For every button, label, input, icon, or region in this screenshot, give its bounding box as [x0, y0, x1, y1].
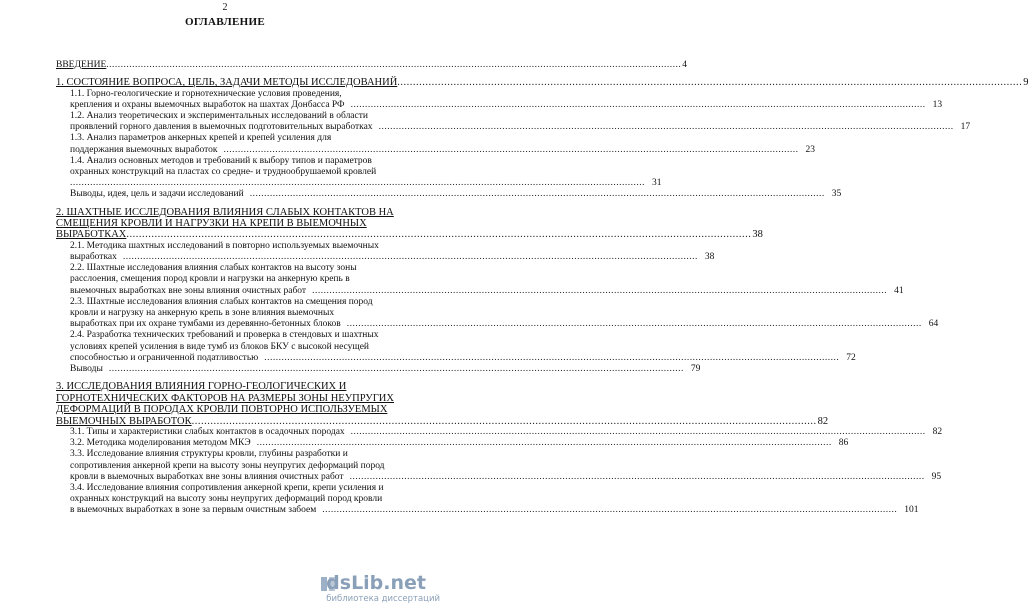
toc-page-number: 82 — [817, 415, 829, 427]
toc-entry[interactable] — [56, 111, 971, 133]
dot-leader: ........................................................................................................................................................................................................ — [223, 144, 799, 155]
toc-entry-text: охранных конструкций на высоту зоны неупругих деформаций пород кровли — [70, 494, 383, 505]
toc-entry-text: охранных конструкций на пластах со средне- и труднообрушаемой кровлей — [70, 167, 377, 178]
toc-page-number: 4 — [682, 60, 688, 70]
watermark-logo: dsLib.net — [326, 572, 426, 594]
toc-entry-text: 1.3. Анализ параметров анкерных крепей и крепей усиления для — [70, 133, 332, 144]
toc-entry[interactable] — [56, 381, 829, 427]
dot-leader: ........................................................................................................................................................................................................ — [70, 178, 645, 189]
toc-page-number: 101 — [904, 505, 919, 516]
toc-entry-text: поддержания выемочных выработок — [70, 144, 218, 155]
dot-leader: ........................................................................................................................................................................................................ — [256, 438, 832, 449]
toc-entry[interactable] — [56, 482, 919, 517]
toc-entry[interactable] — [56, 155, 662, 190]
toc-entry-text: СМЕЩЕНИЯ КРОВЛИ И НАГРУЗКИ НА КРЕПИ В ВЫЕМОЧНЫХ — [56, 218, 367, 230]
toc-entry[interactable] — [56, 88, 943, 111]
toc-entry[interactable] — [56, 206, 763, 241]
toc-page-number: 95 — [931, 471, 942, 482]
dot-leader: ........................................................................................................................................................................................................ — [397, 77, 1023, 89]
toc-entry-text: проявлений горного давления в выемочных подготовительных выработках — [70, 122, 373, 133]
toc-page-number: 23 — [805, 144, 816, 155]
dot-leader: ........................................................................................................................................................................................................ — [350, 99, 926, 110]
toc-page-number: 38 — [704, 252, 715, 263]
toc-entry-text: условиях крепей усиления в виде тумб из блоков БКУ с высокой несущей — [70, 341, 370, 352]
toc-entry-text: ГОРНОТЕХНИЧЕСКИХ ФАКТОРОВ НА РАЗМЕРЫ ЗОНЫ НЕУПРУГИХ — [56, 392, 394, 404]
toc-entry-text: ВЫЕМОЧНЫХ ВЫРАБОТОК — [56, 415, 192, 427]
toc-entry-text: 3.1. Типы и характеристики слабых контактов в осадочных породах — [70, 426, 345, 437]
toc-page-number: 86 — [838, 438, 849, 449]
dot-leader: ........................................................................................................................................................................................................ — [264, 352, 840, 363]
toc-entry[interactable] — [56, 60, 688, 71]
toc-page-number: 13 — [932, 99, 943, 110]
toc-page-number: 64 — [928, 319, 939, 330]
toc-entry[interactable] — [56, 296, 939, 331]
dot-leader: ........................................................................................................................................................................................................ — [378, 122, 954, 133]
dot-leader: ........................................................................................................................................................................................................ — [106, 60, 682, 70]
toc-page-number: 82 — [932, 426, 943, 437]
dot-leader: ........................................................................................................................................................................................................ — [122, 252, 698, 263]
toc-entry-text: 2.4. Разработка технических требований и проверка в стендовых и шахтных — [70, 330, 379, 341]
toc-entry-text: 3.3. Исследование влияния структуры кровли, глубины разработки и — [70, 449, 348, 460]
toc-entry-text: 1. СОСТОЯНИЕ ВОПРОСА, ЦЕЛЬ, ЗАДАЧИ МЕТОДЫ ИССЛЕДОВАНИЙ — [56, 77, 398, 89]
toc-entry-text: 1.2. Анализ теоретических и экспериментальных исследований в области — [70, 111, 368, 122]
toc-entry-text: выемочных выработках вне зоны влияния очистных работ — [70, 285, 307, 296]
dot-leader: ........................................................................................................................................................................................................ — [108, 364, 684, 375]
dot-leader: ........................................................................................................................................................................................................ — [191, 415, 817, 427]
toc-page-number: 35 — [831, 189, 842, 200]
toc-entry-text: выработках — [70, 252, 117, 263]
toc-entry-text: 2.1. Методика шахтных исследований в повторно используемых выемочных — [70, 240, 379, 251]
toc-entry-text: Выводы, идея, цель и задачи исследований — [70, 189, 244, 200]
toc-page-number: 79 — [690, 364, 701, 375]
toc-entry-text: 1.4. Анализ основных методов и требований к выбору типов и параметров — [70, 155, 372, 166]
toc-entry[interactable] — [56, 330, 856, 364]
toc-entry-text: выработках при их охране тумбами из деревянно-бетонных блоков — [70, 319, 341, 330]
toc-entry-text: способностью и ограниченной податливостью — [70, 352, 259, 363]
dot-leader: ........................................................................................................................................................................................................ — [350, 426, 926, 437]
toc-entry-text: 2.3. Шахтные исследования влияния слабых контактов на смещения пород — [70, 296, 373, 307]
toc-entry-text: крепления и охраны выемочных выработок на шахтах Донбасса РФ — [70, 99, 345, 110]
dot-leader: ........................................................................................................................................................................................................ — [349, 471, 925, 482]
toc-entry[interactable] — [56, 438, 849, 449]
toc-page-number: 31 — [652, 178, 662, 189]
toc-entry-text: кровли в выемочных выработках вне зоны влияния очистных работ — [70, 471, 344, 482]
toc-entry[interactable] — [56, 364, 701, 375]
toc-page-number: 9 — [1023, 77, 1029, 89]
toc-entry-text: 2. ШАХТНЫЕ ИССЛЕДОВАНИЯ ВЛИЯНИЯ СЛАБЫХ КОНТАКТОВ НА — [56, 206, 394, 218]
toc-page-number: 38 — [752, 229, 763, 241]
watermark-caption: библиотека диссертаций — [326, 594, 440, 604]
toc-entry[interactable] — [56, 426, 943, 438]
dot-leader: ........................................................................................................................................................................................................ — [312, 285, 888, 296]
toc-entry[interactable] — [56, 189, 842, 200]
toc-page-number: 41 — [894, 285, 904, 296]
dot-leader: ........................................................................................................................................................................................................ — [322, 505, 898, 516]
toc-entry-text: 3.2. Методика моделирования методом МКЭ — [70, 438, 251, 449]
toc-entry-text: 3.4. Исследование влияния сопротивления анкерной крепи, крепи усиления и — [70, 482, 384, 493]
toc-entry-text: в выемочных выработках в зоне за первым очистным забоем — [70, 505, 317, 516]
toc-entry[interactable] — [56, 263, 904, 297]
page-number: 2 — [222, 2, 228, 13]
toc-entry-text: ВВЕДЕНИЕ — [56, 60, 107, 70]
dot-leader: ........................................................................................................................................................................................................ — [249, 189, 825, 200]
toc-entry-text: ВЫРАБОТКАХ — [56, 229, 127, 241]
toc-entry[interactable] — [56, 240, 715, 263]
toc-entry[interactable] — [56, 77, 1029, 89]
toc-entry-text: кровли и нагрузку на анкерную крепь в зоне влияния выемочных — [70, 308, 335, 319]
toc-entry[interactable] — [56, 449, 942, 483]
watermark — [314, 572, 444, 604]
toc-page-number: 72 — [846, 352, 856, 363]
toc-page-number: 17 — [960, 122, 971, 133]
dot-leader: ........................................................................................................................................................................................................ — [346, 319, 922, 330]
toc-entry-text: 3. ИССЛЕДОВАНИЯ ВЛИЯНИЯ ГОРНО-ГЕОЛОГИЧЕСКИХ И — [56, 381, 347, 393]
toc-entry-text: ДЕФОРМАЦИЙ В ПОРОДАХ КРОВЛИ ПОВТОРНО ИСПОЛЬЗУЕМЫХ — [56, 404, 388, 416]
table-of-contents — [56, 60, 1029, 517]
toc-entry-text: расслоения, смещения пород кровли и нагрузки на анкерную крепь в — [70, 274, 350, 285]
toc-entry[interactable] — [56, 133, 816, 155]
toc-entry-text: 1.1. Горно-геологические и горнотехнические условия проведения, — [70, 88, 342, 99]
dot-leader: ........................................................................................................................................................................................................ — [126, 229, 752, 241]
toc-entry-text: Выводы — [70, 364, 103, 375]
toc-entry-text: сопротивления анкерной крепи на высоту зоны неупругих деформаций пород — [70, 460, 385, 471]
toc-entry-text: 2.2. Шахтные исследования влияния слабых контактов на высоту зоны — [70, 263, 357, 274]
page-title: ОГЛАВЛЕНИЕ — [185, 16, 265, 28]
